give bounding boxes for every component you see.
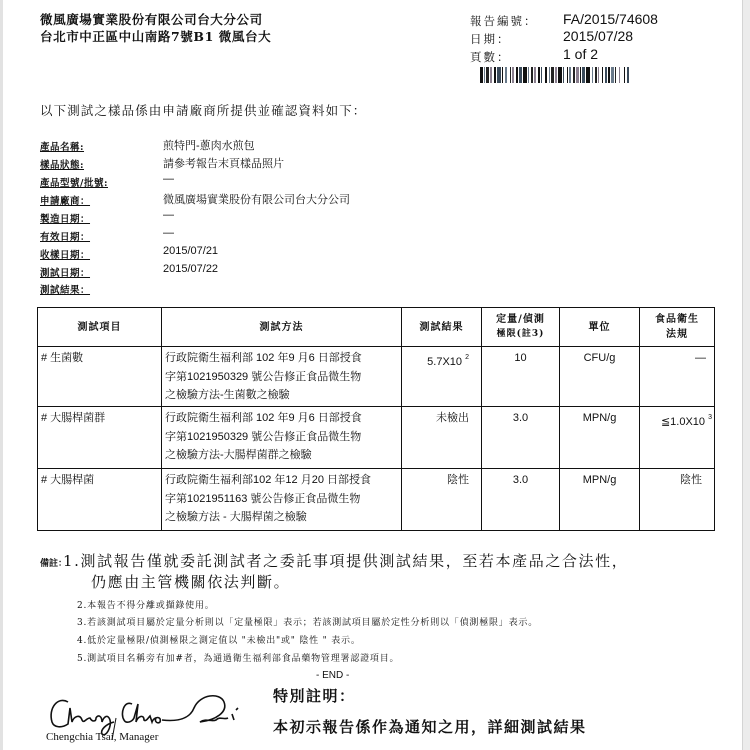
result-value: 5.7X10 bbox=[427, 356, 463, 368]
header-test-result: 測試結果 bbox=[402, 308, 482, 347]
special-note-title: 特別註明： bbox=[273, 687, 356, 705]
cell-result bbox=[402, 347, 482, 407]
info-label: 製造日期： bbox=[40, 214, 91, 225]
pages-count: 1 of 2 bbox=[563, 46, 599, 62]
method-line: 之檢驗方法-生菌數之檢驗 bbox=[165, 389, 290, 401]
header-unit: 單位 bbox=[560, 308, 640, 347]
header-test-item: 測試項目 bbox=[38, 308, 162, 347]
header-regulation-line1: 食品衛生 bbox=[655, 314, 699, 325]
note-5: 5.測試項目名稱旁有加#者，為通過衛生福利部食品藥物管理署認證項目。 bbox=[77, 654, 400, 664]
header-regulation bbox=[640, 308, 715, 347]
pages-label: 頁數： bbox=[470, 50, 511, 64]
company-name: 微風廣場實業股份有限公司台大分公司 bbox=[40, 12, 263, 27]
table-row bbox=[38, 469, 715, 531]
info-label: 有效日期： bbox=[40, 232, 91, 243]
header-test-method: 測試方法 bbox=[162, 308, 402, 347]
method-line: 字第1021950329 號公告修正食品微生物 bbox=[165, 370, 362, 383]
note-2: 2.本報告不得分離或擷錄使用。 bbox=[77, 601, 215, 611]
cell-method bbox=[162, 469, 402, 531]
report-date: 2015/07/28 bbox=[563, 28, 634, 44]
cell-regulation: — bbox=[640, 347, 715, 407]
info-value: — bbox=[163, 227, 174, 239]
info-label: 申請廠商： bbox=[40, 196, 91, 207]
method-line: 行政院衛生福利部102 年12 月20 日部授食 bbox=[165, 474, 371, 486]
end-marker: - END - bbox=[316, 670, 350, 681]
table-row bbox=[38, 407, 715, 469]
note-1-line1: 1.測試報告僅就委託測試者之委託事項提供測試結果，至若本產品之合法性， bbox=[63, 552, 629, 570]
results-table bbox=[37, 307, 715, 531]
header-regulation-line2: 法規 bbox=[666, 329, 688, 340]
method-line: 字第1021951163 號公告修正食品微生物 bbox=[165, 492, 361, 505]
cell-regulation: 陰性 bbox=[640, 469, 715, 531]
date-label: 日期： bbox=[470, 32, 511, 46]
info-value: 微風廣場實業股份有限公司台大分公司 bbox=[163, 194, 350, 206]
cell-item: # 生菌數 bbox=[38, 347, 162, 407]
cell-result: 陰性 bbox=[402, 469, 482, 531]
special-note-text: 本初示報告係作為通知之用，詳細測試結果 bbox=[273, 718, 587, 736]
info-value: 2015/07/22 bbox=[163, 263, 219, 275]
signer-caption: Chengchia Tsai, Manager bbox=[46, 731, 159, 743]
cell-item: # 大腸桿菌 bbox=[38, 469, 162, 531]
info-value: — bbox=[163, 209, 174, 221]
info-label: 測試結果： bbox=[40, 285, 91, 296]
page-edge-right bbox=[742, 0, 750, 750]
barcode-icon bbox=[480, 67, 702, 83]
cell-unit: MPN/g bbox=[560, 407, 640, 469]
note-4: 4.低於定量極限/偵測極限之測定值以 "未檢出"或" 陰性 " 表示。 bbox=[77, 636, 361, 646]
report-no: FA/2015/74608 bbox=[563, 11, 658, 27]
info-label: 樣品狀態: bbox=[40, 160, 85, 171]
result-exponent: 2 bbox=[465, 354, 469, 361]
cell-regulation bbox=[640, 407, 715, 469]
info-value: — bbox=[163, 173, 174, 185]
method-line: 行政院衛生福利部 102 年9 月6 日部授食 bbox=[165, 352, 362, 364]
company-block bbox=[40, 11, 271, 45]
cell-item: # 大腸桿菌群 bbox=[38, 407, 162, 469]
method-line: 行政院衛生福利部 102 年9 月6 日部授食 bbox=[165, 412, 362, 424]
method-line: 之檢驗方法-大腸桿菌群之檢驗 bbox=[165, 449, 312, 461]
cell-limit: 3.0 bbox=[482, 407, 560, 469]
info-value: 2015/07/21 bbox=[163, 245, 219, 257]
cell-result: 未檢出 bbox=[402, 407, 482, 469]
page-edge-left bbox=[0, 0, 3, 750]
cell-method bbox=[162, 347, 402, 407]
regulation-value: ≦1.0X10 bbox=[660, 416, 706, 428]
company-address: 台北市中正區中山南路7號B1 微風台大 bbox=[40, 29, 272, 44]
method-line: 字第1021950329 號公告修正食品微生物 bbox=[165, 430, 362, 443]
report-no-label: 報告編號： bbox=[470, 14, 538, 28]
table-header-row bbox=[38, 308, 715, 347]
info-label: 收樣日期： bbox=[40, 250, 91, 261]
cell-limit: 10 bbox=[482, 347, 560, 407]
info-label: 產品型號/批號: bbox=[40, 178, 108, 189]
header-limit bbox=[482, 308, 560, 347]
intro-text: 以下測試之樣品係由申請廠商所提供並確認資料如下： bbox=[40, 103, 367, 118]
note-1-line2: 仍應由主管機關依法判斷。 bbox=[91, 573, 291, 591]
info-value: 煎特門-蔥肉水煎包 bbox=[163, 140, 255, 152]
header-limit-line1: 定量/偵測 bbox=[496, 314, 545, 325]
cell-method bbox=[162, 407, 402, 469]
table-row bbox=[38, 347, 715, 407]
notes-label: 備註： bbox=[40, 559, 68, 569]
cell-limit: 3.0 bbox=[482, 469, 560, 531]
method-line: 之檢驗方法 - 大腸桿菌之檢驗 bbox=[165, 511, 307, 523]
info-value: 請參考報告末頁樣品照片 bbox=[163, 158, 284, 170]
info-label: 測試日期： bbox=[40, 268, 91, 279]
cell-unit: MPN/g bbox=[560, 469, 640, 531]
info-label: 產品名稱: bbox=[40, 142, 85, 153]
regulation-exponent: 3 bbox=[708, 414, 712, 421]
note-3: 3.若該測試項目屬於定量分析則以「定量極限」表示；若該測試項目屬於定性分析則以「偵測極限」表示。 bbox=[77, 618, 538, 628]
header-limit-line2: 極限(註3) bbox=[496, 329, 545, 339]
cell-unit: CFU/g bbox=[560, 347, 640, 407]
